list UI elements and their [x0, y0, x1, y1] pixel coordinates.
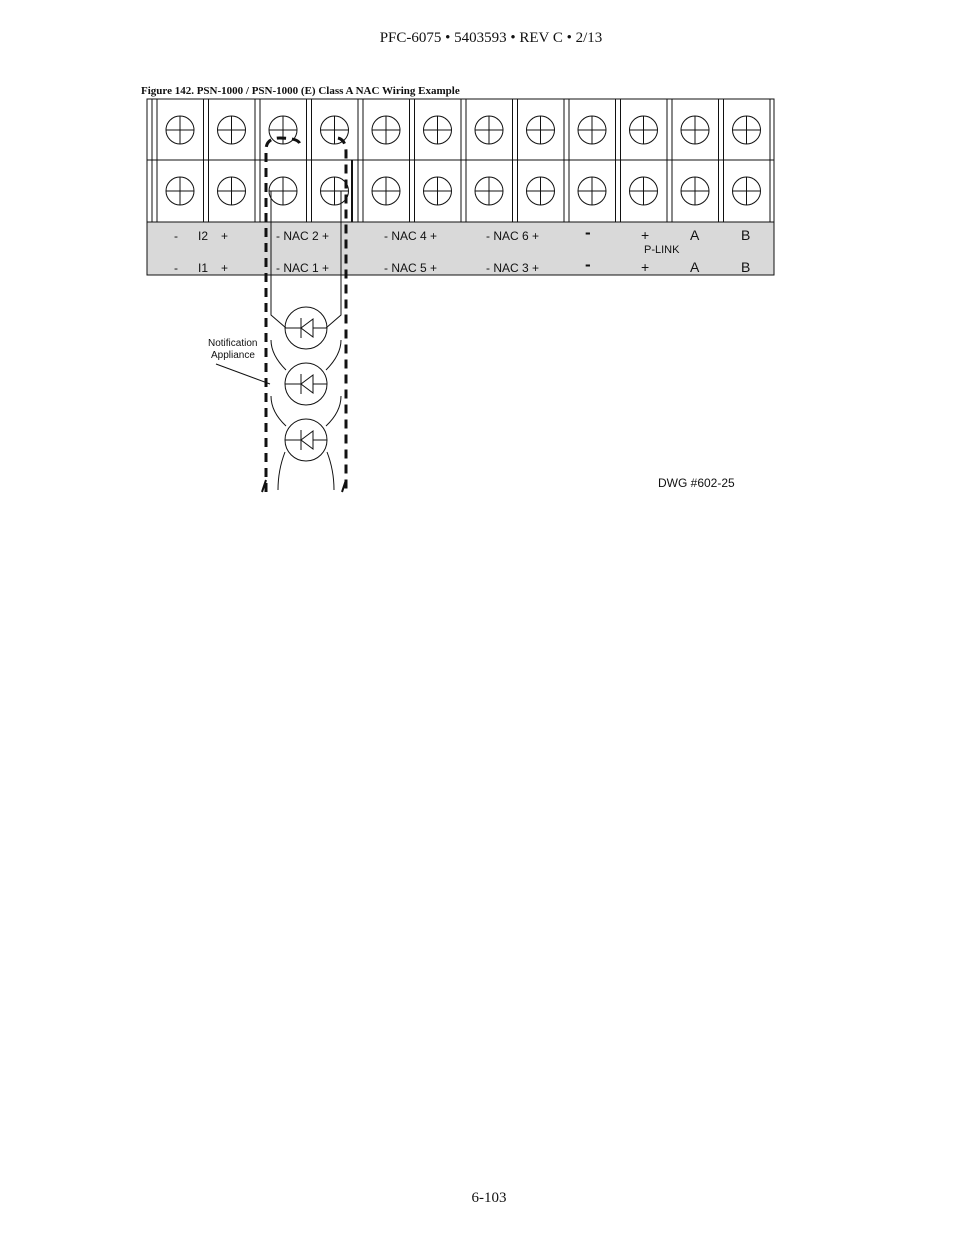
a-bottom-label: A — [690, 259, 700, 275]
appliance-leader-line — [216, 364, 270, 384]
nac5-label: - NAC 5 + — [384, 261, 438, 275]
notification-appliance-icon — [285, 419, 327, 461]
screw-terminal-icon — [733, 116, 761, 144]
plink-label: P-LINK — [644, 244, 680, 256]
screw-terminal-icon — [218, 116, 246, 144]
screw-terminal-icon — [527, 116, 555, 144]
i1-minus-label: - — [174, 261, 178, 275]
screw-terminal-icon — [733, 177, 761, 205]
plink-plus-bottom-label: + — [641, 259, 650, 275]
screw-terminal-icon — [475, 116, 503, 144]
i2-label: I2 — [198, 229, 209, 243]
notification-appliances — [285, 307, 327, 461]
b-top-label: B — [741, 227, 751, 243]
screw-terminal-icon — [321, 116, 349, 144]
plink-minus-bottom-label: - — [585, 255, 591, 274]
nac4-label: - NAC 4 + — [384, 229, 438, 243]
i1-plus-label: + — [221, 261, 229, 275]
screw-terminal-icon — [475, 177, 503, 205]
appliance-label-line2: Appliance — [211, 350, 255, 361]
screw-terminal-icon — [424, 177, 452, 205]
i2-plus-label: + — [221, 229, 229, 243]
notification-appliance-icon — [285, 307, 327, 349]
screw-terminal-icon — [372, 177, 400, 205]
i2-minus-label: - — [174, 229, 178, 243]
terminal-block — [147, 99, 774, 222]
nac6-label: - NAC 6 + — [486, 229, 540, 243]
plink-plus-top-label: + — [641, 227, 650, 243]
nac3-label: - NAC 3 + — [486, 261, 540, 275]
page-number: 6-103 — [471, 1190, 507, 1206]
figure-caption: Figure 142. PSN-1000 / PSN-1000 (E) Class A NAC Wiring Example — [141, 85, 460, 97]
notification-appliance-icon — [285, 363, 327, 405]
screw-terminal-icon — [166, 177, 194, 205]
screw-terminal-icon — [527, 177, 555, 205]
nac2-label: - NAC 2 + — [276, 229, 330, 243]
label-strip — [147, 222, 774, 275]
screw-terminal-icon — [578, 116, 606, 144]
screw-terminal-icon — [578, 177, 606, 205]
b-bottom-label: B — [741, 259, 751, 275]
screw-terminal-icon — [424, 116, 452, 144]
a-top-label: A — [690, 227, 700, 243]
screw-terminal-icon — [166, 116, 194, 144]
nac1-label: - NAC 1 + — [276, 261, 330, 275]
drawing-number: DWG #602-25 — [658, 476, 735, 490]
screw-terminal-icon — [681, 177, 709, 205]
page-header: PFC-6075 • 5403593 • REV C • 2/13 — [379, 30, 603, 46]
appliance-label-line1: Notification — [208, 338, 258, 349]
i1-label: I1 — [198, 261, 209, 275]
screw-terminal-icon — [681, 116, 709, 144]
screw-terminal-icon — [372, 116, 400, 144]
screw-terminal-icon — [630, 177, 658, 205]
screw-terminal-icon — [630, 116, 658, 144]
screw-terminal-icon — [218, 177, 246, 205]
plink-minus-top-label: - — [585, 223, 591, 242]
